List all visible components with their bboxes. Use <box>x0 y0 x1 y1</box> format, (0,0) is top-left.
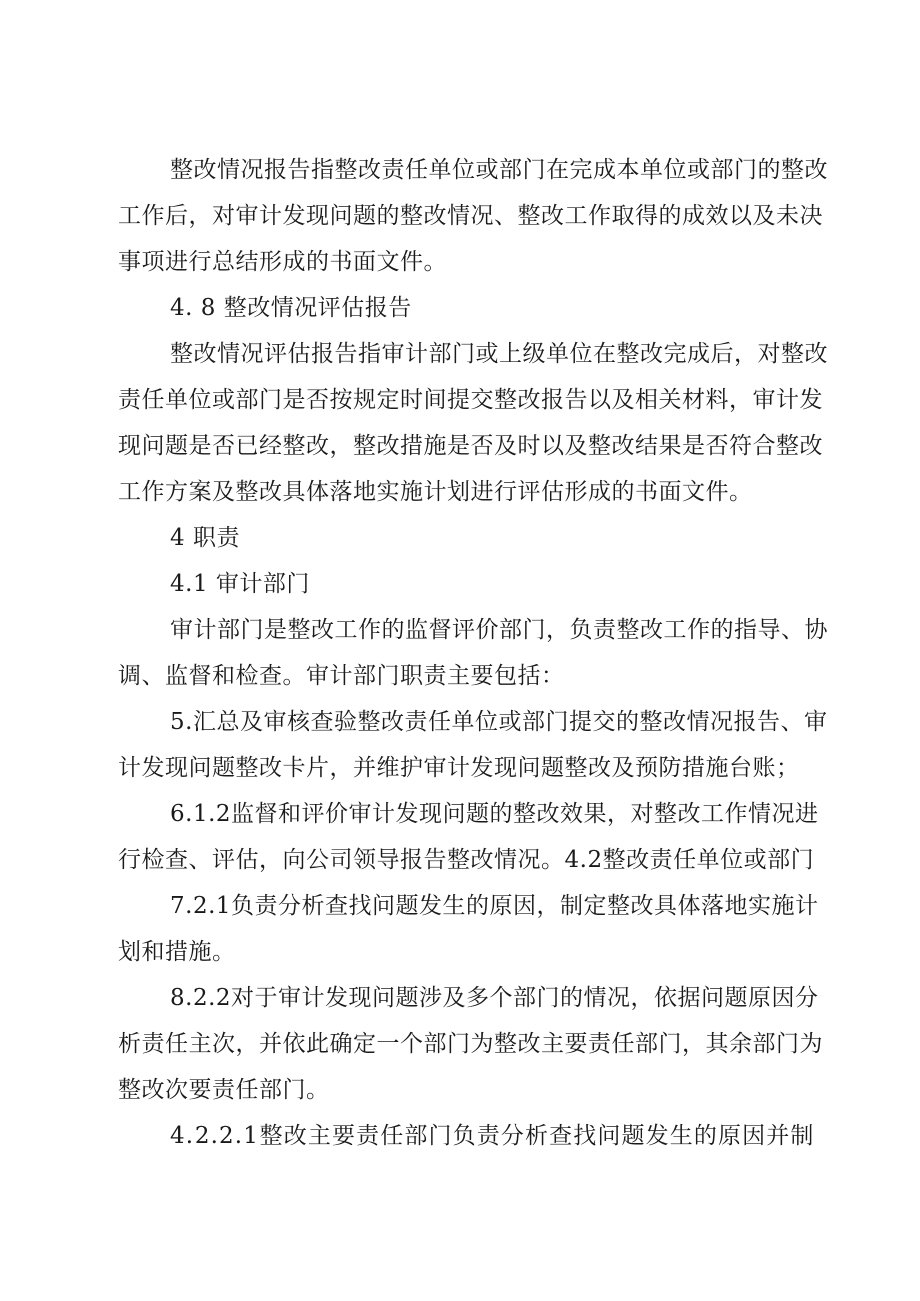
section-heading: 4.1 审计部门 <box>170 571 310 597</box>
paragraph-line: 调、监督和检查。审计部门职责主要包括： <box>118 663 565 689</box>
list-item-line: 5 . 汇 总 及 审 核 查 验 整 改 责 任 单 位 或 部 门 提 交 的 整 改 情 况 报 告 、 审 <box>170 709 828 735</box>
paragraph-line: 事项进行总结形成的书面文件。 <box>118 249 447 275</box>
paragraph-line: 整 改 情 况 评 估 报 告 指 审 计 部 门 或 上 级 单 位 在 整 改 完 成 后 ， 对 整 改 <box>170 341 828 367</box>
list-item-line: 划和措施。 <box>118 939 236 965</box>
paragraph-line: 责 任 单 位 或 部 门 是 否 按 规 定 时 间 提 交 整 改 报 告 以 及 相 关 材 料 ， 审 计 发 <box>118 387 823 413</box>
paragraph-line: 现 问 题 是 否 已 经 整 改 ， 整 改 措 施 是 否 及 时 以 及 整 改 结 果 是 否 符 合 整 改 <box>118 433 823 459</box>
list-item-line: 行 检 查 、 评 估 ， 向 公 司 领 导 报 告 整 改 情 况 。 4 . 2 整 改 责 任 单 位 或 部 门 <box>118 847 815 873</box>
list-item-line: 析 责 任 主 次 ， 并 依 此 确 定 一 个 部 门 为 整 改 主 要 责 任 部 门 ， 其 余 部 门 为 <box>118 1031 823 1057</box>
list-item-line: 6 . 1 . 2 监 督 和 评 价 审 计 发 现 问 题 的 整 改 效 果 ， 对 整 改 工 作 情 况 进 <box>170 801 819 827</box>
list-item-line: 8 . 2 . 2 对 于 审 计 发 现 问 题 涉 及 多 个 部 门 的 情 况 ， 依 据 问 题 原 因 分 <box>170 985 819 1011</box>
paragraph-line: 工 作 后 ， 对 审 计 发 现 问 题 的 整 改 情 况 、 整 改 工 作 取 得 的 成 效 以 及 未 决 <box>118 203 823 229</box>
list-item-line: 4 . 2 . 2 . 1 整 改 主 要 责 任 部 门 负 责 分 析 查 找 问 题 发 生 的 原 因 并 制 <box>170 1123 814 1149</box>
paragraph-line: 工作方案及整改具体落地实施计划进行评估形成的书面文件。 <box>118 479 753 505</box>
list-item-line: 计发现问题整改卡片，并维护审计发现问题整改及预防措施台账； <box>118 755 800 781</box>
section-heading: 4. 8 整改情况评估报告 <box>170 295 412 321</box>
paragraph-line: 审 计 部 门 是 整 改 工 作 的 监 督 评 价 部 门 ， 负 责 整 改 工 作 的 指 导 、 协 <box>170 617 828 643</box>
section-heading: 4 职责 <box>170 525 240 551</box>
paragraph-line: 整 改 情 况 报 告 指 整 改 责 任 单 位 或 部 门 在 完 成 本 单 位 或 部 门 的 整 改 <box>170 157 828 183</box>
list-item-line: 整改次要责任部门。 <box>118 1077 330 1103</box>
list-item-line: 7 . 2 . 1 负 责 分 析 查 找 问 题 发 生 的 原 因 ， 制 定 整 改 具 体 落 地 实 施 计 <box>170 893 819 919</box>
